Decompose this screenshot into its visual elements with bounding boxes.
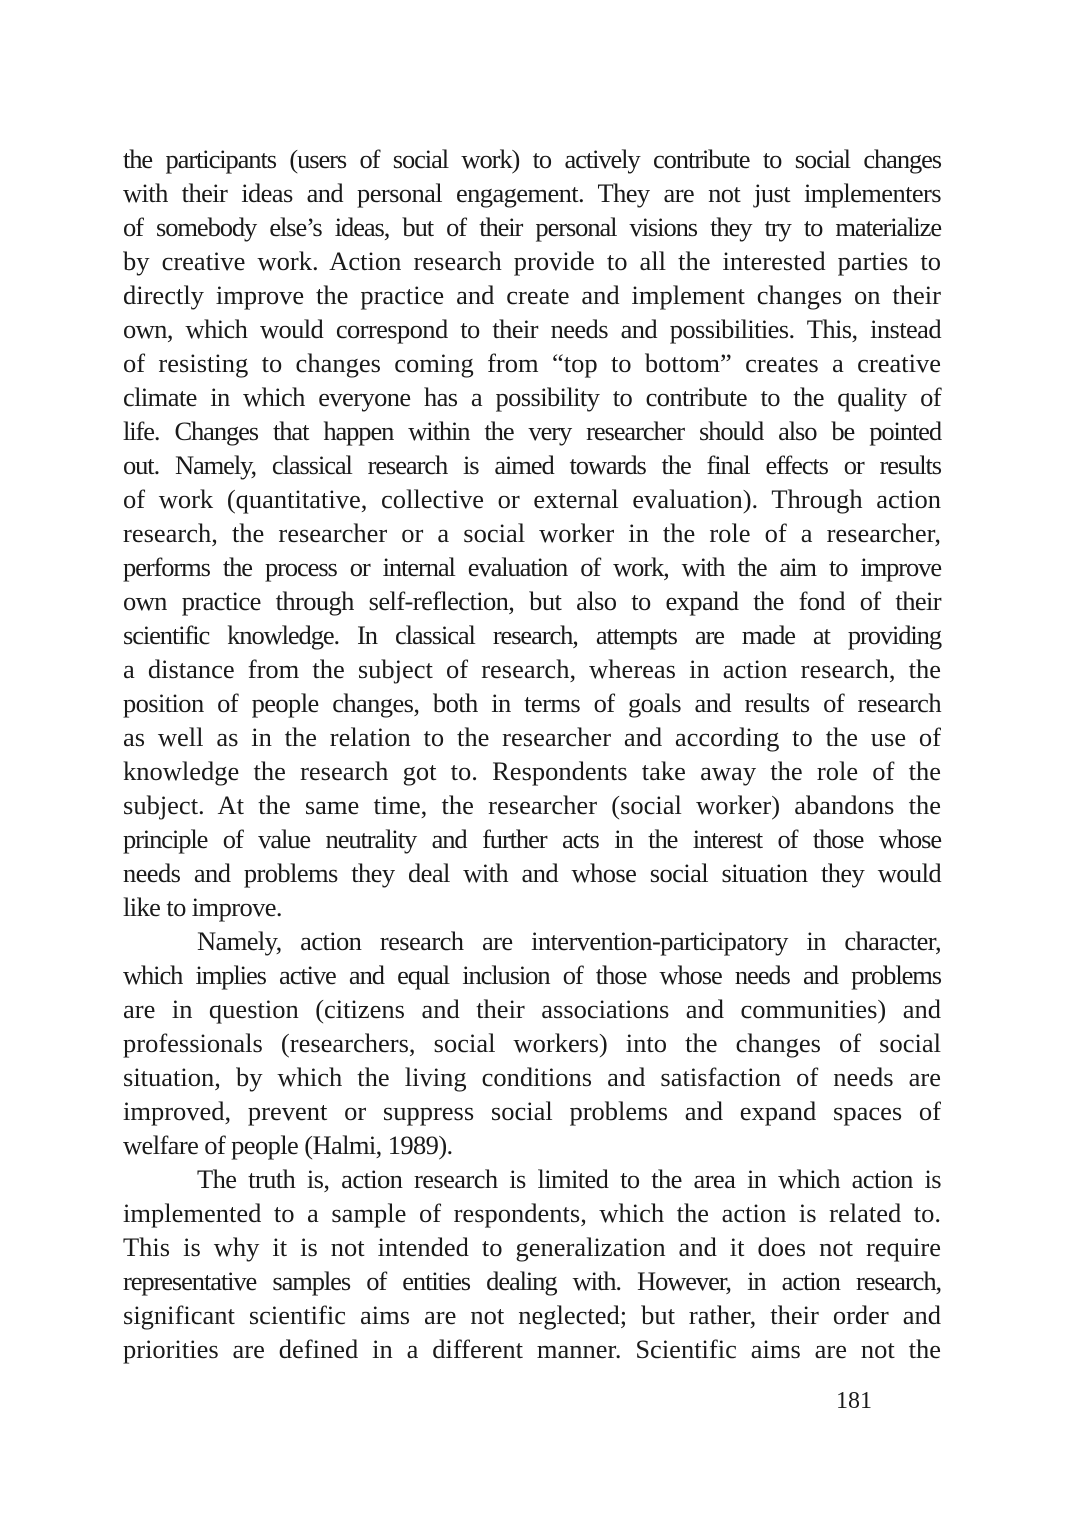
text-line: a distance from the subject of research, whereas in action research, the (123, 654, 941, 684)
text-line: of work (quantitative, collective or external evaluation). Through action (123, 484, 941, 514)
text-line: of resisting to changes coming from “top to bottom” creates a creative (123, 348, 941, 378)
text-line: scientific knowledge. In classical research, attempts are made at providing (123, 620, 941, 650)
text-line: by creative work. Action research provide to all the interested parties to (123, 246, 941, 276)
text-line: professionals (researchers, social workers) into the changes of social (123, 1028, 941, 1058)
text-line: own, which would correspond to their needs and possibilities. This, instead (123, 314, 941, 344)
text-line: which implies active and equal inclusion of those whose needs and problems (123, 960, 941, 990)
text-line: priorities are defined in a different manner. Scientific aims are not the (123, 1334, 941, 1364)
text-line: knowledge the research got to. Respondents take away the role of the (123, 756, 941, 786)
text-line: directly improve the practice and create and implement changes on their (123, 280, 941, 310)
text-line: improved, prevent or suppress social problems and expand spaces of (123, 1096, 941, 1126)
text-line: the participants (users of social work) to actively contribute to social changes (123, 144, 941, 174)
text-line: are in question (citizens and their associations and communities) and (123, 994, 941, 1024)
paragraph-2 (123, 924, 941, 1162)
text-line: with their ideas and personal engagement. They are not just implementers (123, 178, 941, 208)
page-number: 181 (836, 1388, 872, 1414)
paragraph-3 (123, 1162, 941, 1366)
text-line: as well as in the relation to the researcher and according to the use of (123, 722, 941, 752)
text-line: Namely, action research are intervention-participatory in character, (197, 926, 941, 956)
text-line: situation, by which the living conditions and satisfaction of needs are (123, 1062, 941, 1092)
text-line: research, the researcher or a social worker in the role of a researcher, (123, 518, 941, 548)
text-line: principle of value neutrality and further acts in the interest of those whose (123, 824, 941, 854)
text-line: out. Namely, classical research is aimed towards the final effects or results (123, 450, 941, 480)
text-line: needs and problems they deal with and whose social situation they would (123, 858, 941, 888)
text-line: welfare of people (Halmi, 1989). (123, 1130, 453, 1160)
text-line: climate in which everyone has a possibility to contribute to the quality of (123, 382, 941, 412)
body-text (123, 142, 941, 1366)
text-line: subject. At the same time, the researcher (social worker) abandons the (123, 790, 941, 820)
paragraph-1 (123, 142, 941, 924)
text-line: own practice through self-reflection, but also to expand the fond of their (123, 586, 941, 616)
text-line: of somebody else’s ideas, but of their personal visions they try to materialize (123, 212, 941, 242)
text-line: The truth is, action research is limited to the area in which action is (197, 1164, 941, 1194)
text-line: performs the process or internal evaluation of work, with the aim to improve (123, 552, 941, 582)
text-line: This is why it is not intended to generalization and it does not require (123, 1232, 941, 1262)
text-line: position of people changes, both in terms of goals and results of research (123, 688, 941, 718)
text-line: significant scientific aims are not neglected; but rather, their order and (123, 1300, 941, 1330)
text-line: like to improve. (123, 892, 282, 922)
text-line: implemented to a sample of respondents, which the action is related to. (123, 1198, 941, 1228)
text-line: representative samples of entities dealing with. However, in action research, (123, 1266, 941, 1296)
text-line: life. Changes that happen within the very researcher should also be pointed (123, 416, 941, 446)
